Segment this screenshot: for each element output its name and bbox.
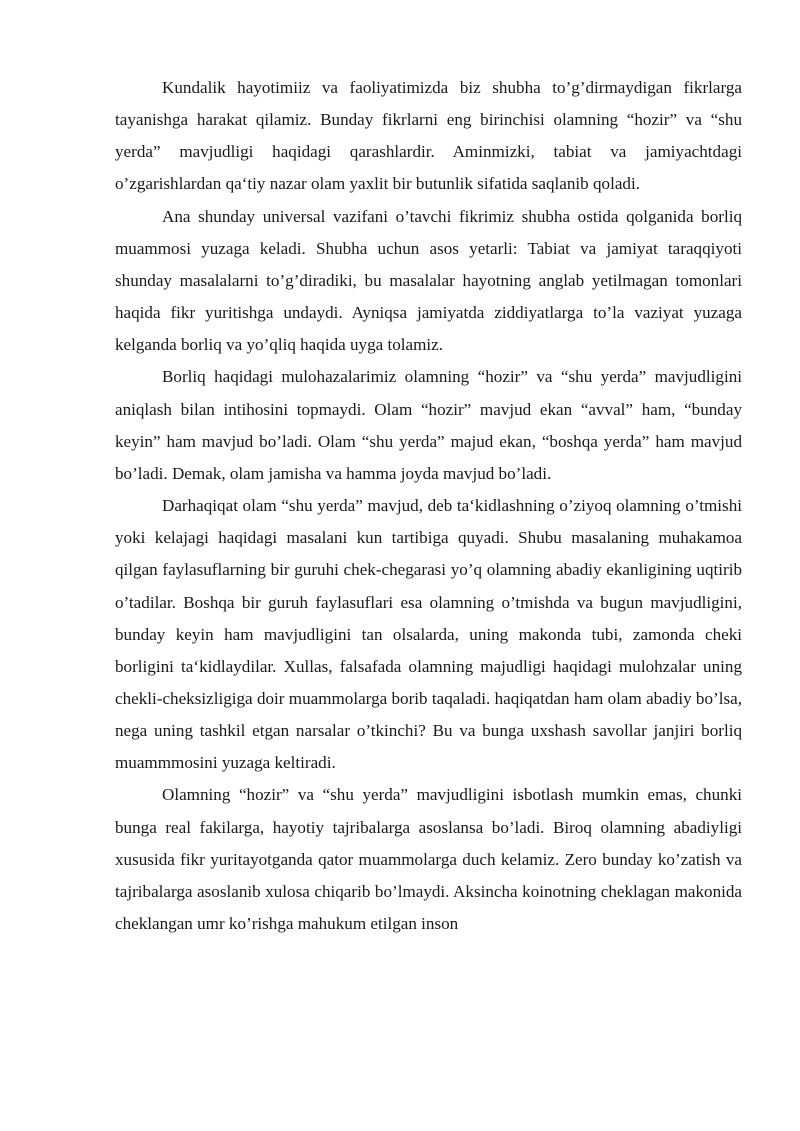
paragraph-4: Darhaqiqat olam “shu yerda” mavjud, deb ta‘kidlashning o’ziyoq olamning o’tmishi yoki kelajagi haqidagi masalani kun tartibiga quyadi. Shubu masalaning muhakamoa qilgan faylasuflarning bir guruhi chek-chegarasi yo’q olamning abadiy ekanligining uqtirib o’tadilar. Boshqa bir guruh faylasuflari esa olamning o’tmishda va bugun mavjudligini, bunday keyin ham mavjudligini tan olsalarda, uning makonda tubi, zamonda cheki borligini ta‘kidlaydilar. Xullas, falsafada olamning majudligi haqidagi mulohzalar uning chekli-cheksizligiga doir muammolarga borib taqaladi. haqiqatdan ham olam abadiy bo’lsa, nega uning tashkil etgan narsalar o’tkinchi? Bu va bunga uxshash savollar janjiri borliq muammmosini yuzaga keltiradi. (115, 496, 742, 773)
paragraph-1: Kundalik hayotimiiz va faoliyatimizda biz shubha to’g’dirmaydigan fikrlarga tayanishga harakat qilamiz. Bunday fikrlarni eng birinchisi olamning “hozir” va “shu yerda” mavjudligi haqidagi qarashlardir. Aminmizki, tabiat va jamiyachtdagi o’zgarishlardan qa‘tiy nazar olam yaxlit bir butunlik sifatida saqlanib qoladi. (115, 78, 742, 194)
paragraph-3: Borliq haqidagi mulohazalarimiz olamning “hozir” va “shu yerda” mavjudligini aniqlash bilan intihosini topmaydi. Olam “hozir” mavjud ekan “avval” ham, “bunday keyin” ham mavjud bo’ladi. Olam “shu yerda” majud ekan, “boshqa yerda” ham mavjud bo’ladi. Demak, olam jamisha va hamma joyda mavjud bo’ladi. (115, 367, 742, 483)
document-page (115, 72, 742, 940)
paragraph-2: Ana shunday universal vazifani o’tavchi fikrimiz shubha ostida qolganida borliq muammosi yuzaga keladi. Shubha uchun asos yetarli: Tabiat va jamiyat taraqqiyoti shunday masalalarni to’g’diradiki, bu masalalar hayotning anglab yetilmagan tomonlari haqida fikr yuritishga undaydi. Ayniqsa jamiyatda ziddiyatlarga to’la vaziyat yuzaga kelganda borliq va yo’qliq haqida uyga tolamiz. (115, 206, 742, 355)
paragraph-5: Olamning “hozir” va “shu yerda” mavjudligini isbotlash mumkin emas, chunki bunga real fakilarga, hayotiy tajribalarga asoslansa bo’ladi. Biroq olamning abadiyligi xususida fikr yuritayotganda qator muammolarga duch kelamiz. Zero bunday ko’zatish va tajribalarga asoslanib xulosa chiqarib bo’lmaydi. Aksincha koinotning cheklagan makonida cheklangan umr ko’rishga mahukum etilgan inson (115, 785, 742, 934)
